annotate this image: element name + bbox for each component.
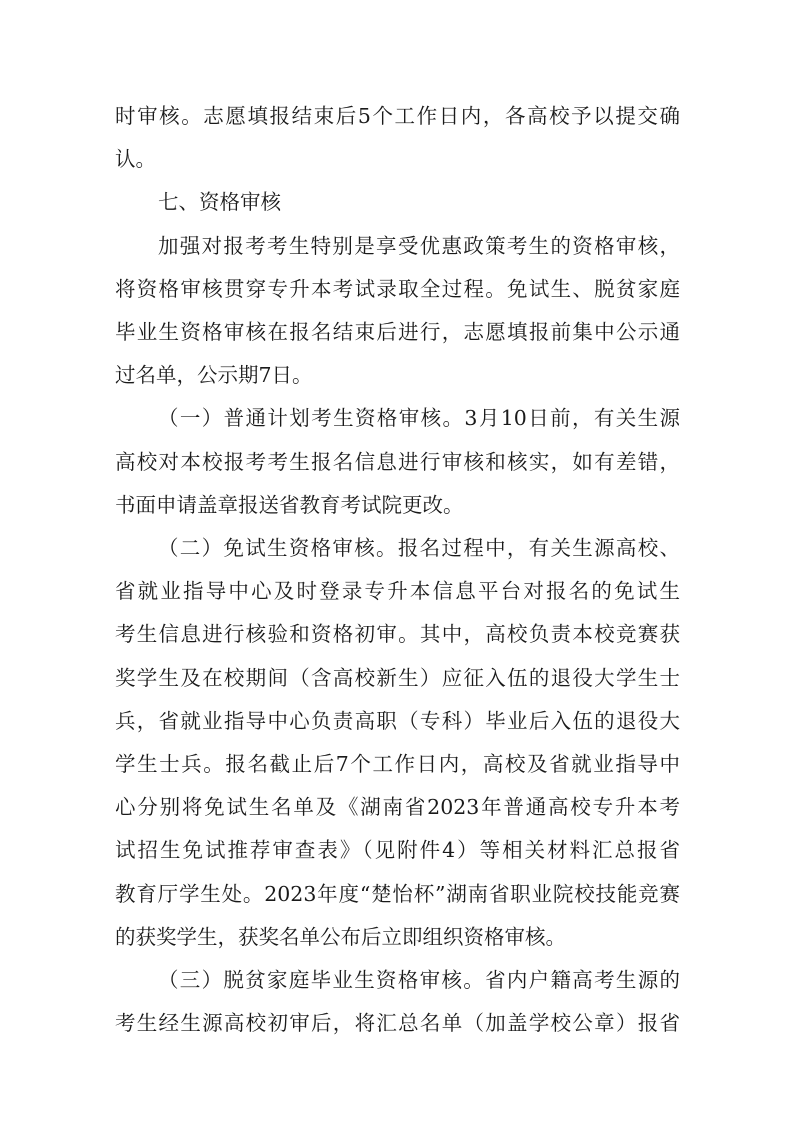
paragraph-line: 试招生免试推荐审查表》（见附件4）等相关材料汇总报省 [115,838,680,862]
paragraph-line: 教育厅学生处。2023年度“楚怡杯”湖南省职业院校技能竞赛 [115,882,680,906]
section-heading: 七、资格审核 [158,190,281,214]
paragraph-line: 书面申请盖章报送省教育考试院更改。 [115,493,464,517]
paragraph-line: 毕业生资格审核在报名结束后进行，志愿填报前集中公示通 [115,320,680,344]
paragraph-line: 省就业指导中心及时登录专升本信息平台对报名的免试生 [115,579,680,603]
paragraph-line: 考生信息进行核验和资格初审。其中，高校负责本校竞赛获 [115,622,680,646]
paragraph-line: 高校对本校报考考生报名信息进行审核和核实，如有差错， [115,450,680,474]
paragraph-line: 认。 [115,147,156,171]
subsection-line [158,534,680,562]
subsection-body: 3月10日前，有关生源 [464,406,680,430]
paragraph-line: 的获奖学生，获奖名单公布后立即组织资格审核。 [115,925,566,949]
subsection-title: （一）普通计划考生资格审核。 [158,406,465,430]
paragraph-line: 考生经生源高校初审后，将汇总名单（加盖学校公章）报省 [115,1011,680,1035]
paragraph-line: 时审核。志愿填报结束后5个工作日内，各高校予以提交确 [115,104,680,128]
paragraph-line: 学生士兵。报名截止后7个工作日内，高校及省就业指导中 [115,752,680,776]
paragraph-line: 奖学生及在校期间（含高校新生）应征入伍的退役大学生士 [115,666,680,690]
subsection-line [158,404,680,432]
paragraph-line: 将资格审核贯穿专升本考试录取全过程。免试生、脱贫家庭 [115,277,680,301]
subsection-line [158,966,680,994]
paragraph-line: 心分别将免试生名单及《湖南省2023年普通高校专升本考 [115,795,680,819]
subsection-body: 省内户籍高考生源的 [485,968,680,992]
paragraph-line: 兵，省就业指导中心负责高职（专科）毕业后入伍的退役大 [115,709,680,733]
subsection-body: 报名过程中，有关生源高校、 [397,536,680,560]
paragraph-line: 加强对报考考生特别是享受优惠政策考生的资格审核， [158,234,680,258]
subsection-title: （三）脱贫家庭毕业生资格审核。 [158,968,486,992]
subsection-title: （二）免试生资格审核。 [158,536,398,560]
paragraph-line: 过名单，公示期7日。 [115,363,313,387]
